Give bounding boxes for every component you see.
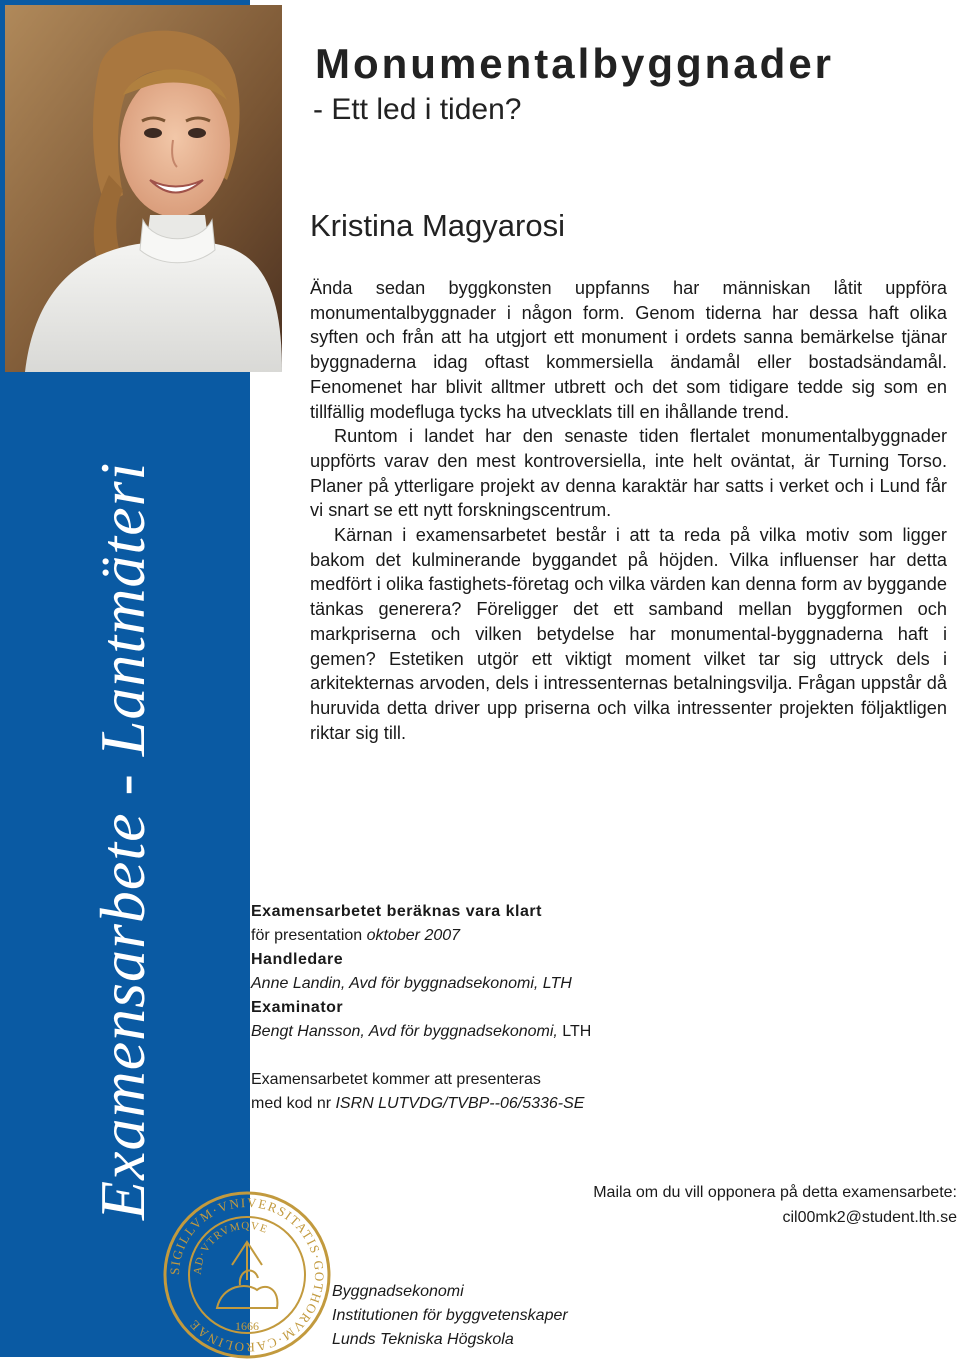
- seal-ring-text: SIGILLVM·VNIVERSITATIS·GOTHORVM·CAROLINAE: [166, 1194, 328, 1356]
- contact: [593, 1180, 957, 1230]
- page-title: Monumentalbyggnader: [315, 40, 835, 87]
- seal-inner-text: AD·VTRVMQVE: [191, 1219, 270, 1276]
- supervisor: [251, 972, 591, 996]
- vertical-program-title: Examensarbete - Lantmäteri: [87, 461, 158, 1220]
- presentation-line: [251, 924, 591, 948]
- contact-line: Maila om du vill opponera på detta examensarbete:: [593, 1184, 957, 1201]
- author-photo: [5, 5, 282, 372]
- presentation-note: Examensarbetet kommer att presenteras: [251, 1071, 541, 1088]
- code-prefix: med kod nr: [251, 1095, 336, 1112]
- abstract-paragraph: Ända sedan byggkonsten uppfanns har människan låtit uppföra monumentalbyggnader i någon form. Genom tiderna har dessa haft olika syften och från att ha utgjort ett monument i ordets sanna bemärkelse tjänar byggnaderna idag oftast kommersiella ändamål eller bostadsändamål. Fenomenet har blivit alltmer utbrett och det som tidigare tedde sig som en tillfällig modefluga tycks ha utvecklats till en ihållande trend.: [310, 278, 947, 422]
- page-subtitle: - Ett led i tiden?: [313, 93, 522, 126]
- institution-name: Institutionen för byggvetenskaper: [332, 1307, 568, 1324]
- examiner-label: Examinator: [251, 999, 344, 1016]
- thesis-info: [251, 900, 591, 1116]
- contact-email[interactable]: cil00mk2@student.lth.se: [782, 1209, 957, 1226]
- department-name: Byggnadsekonomi: [332, 1283, 464, 1300]
- svg-text:AD·VTRVMQVE: [192, 1220, 270, 1275]
- examiner-name: Bengt Hansson, Avd för byggnadsekonomi,: [251, 1023, 558, 1040]
- author-name: Kristina Magyarosi: [310, 208, 565, 243]
- abstract-paragraph: Kärnan i examensarbetet består i att ta reda på vilka motiv som ligger bakom det kulminerande byggandet på höjden. Vilka influenser har detta medfört i olika fastighets-företag och vilka värden kan denna form av byggande tänkas generera? Föreligger det ett samband mellan byggformen och markpriserna och vilken betydelse har monumental-byggnaderna haft i gemen? Estetiken utgör ett viktigt moment vilket tar sig uttryck dels i arkitekternas arvoden, dels i intressenternas betalningsvilja. Frågan uppstår då huruvida detta driver upp priserna och vilka intressenter projekten följaktligen riktar sig till.: [310, 525, 947, 743]
- presentation-date: oktober 2007: [366, 927, 461, 944]
- ready-label: Examensarbetet beräknas vara klart: [251, 903, 542, 920]
- department: [332, 1280, 568, 1352]
- isrn-code: ISRN LUTVDG/TVBP--06/5336-SE: [335, 1095, 585, 1112]
- abstract: [310, 276, 947, 745]
- university-name: Lunds Tekniska Högskola: [332, 1331, 514, 1348]
- supervisor-label: Handledare: [251, 951, 344, 968]
- presentation-prefix: för presentation: [251, 927, 367, 944]
- university-seal: [162, 1190, 332, 1360]
- code-line: [251, 1092, 591, 1116]
- examiner: [251, 1020, 591, 1044]
- abstract-paragraph: Runtom i landet har den senaste tiden flertalet monumentalbyggnader uppförts varav den mest kontroversiella, inte helt oväntat, är Turning Torso. Planer på ytterligare projekt av denna karaktär har satts i verket och i Lund får vi snart se ett nytt forskningscentrum.: [310, 426, 947, 521]
- seal-year: 1666: [235, 1319, 259, 1333]
- supervisor-name: Anne Landin, Avd för byggnadsekonomi, LTH: [251, 975, 572, 992]
- examiner-org: LTH: [557, 1023, 592, 1040]
